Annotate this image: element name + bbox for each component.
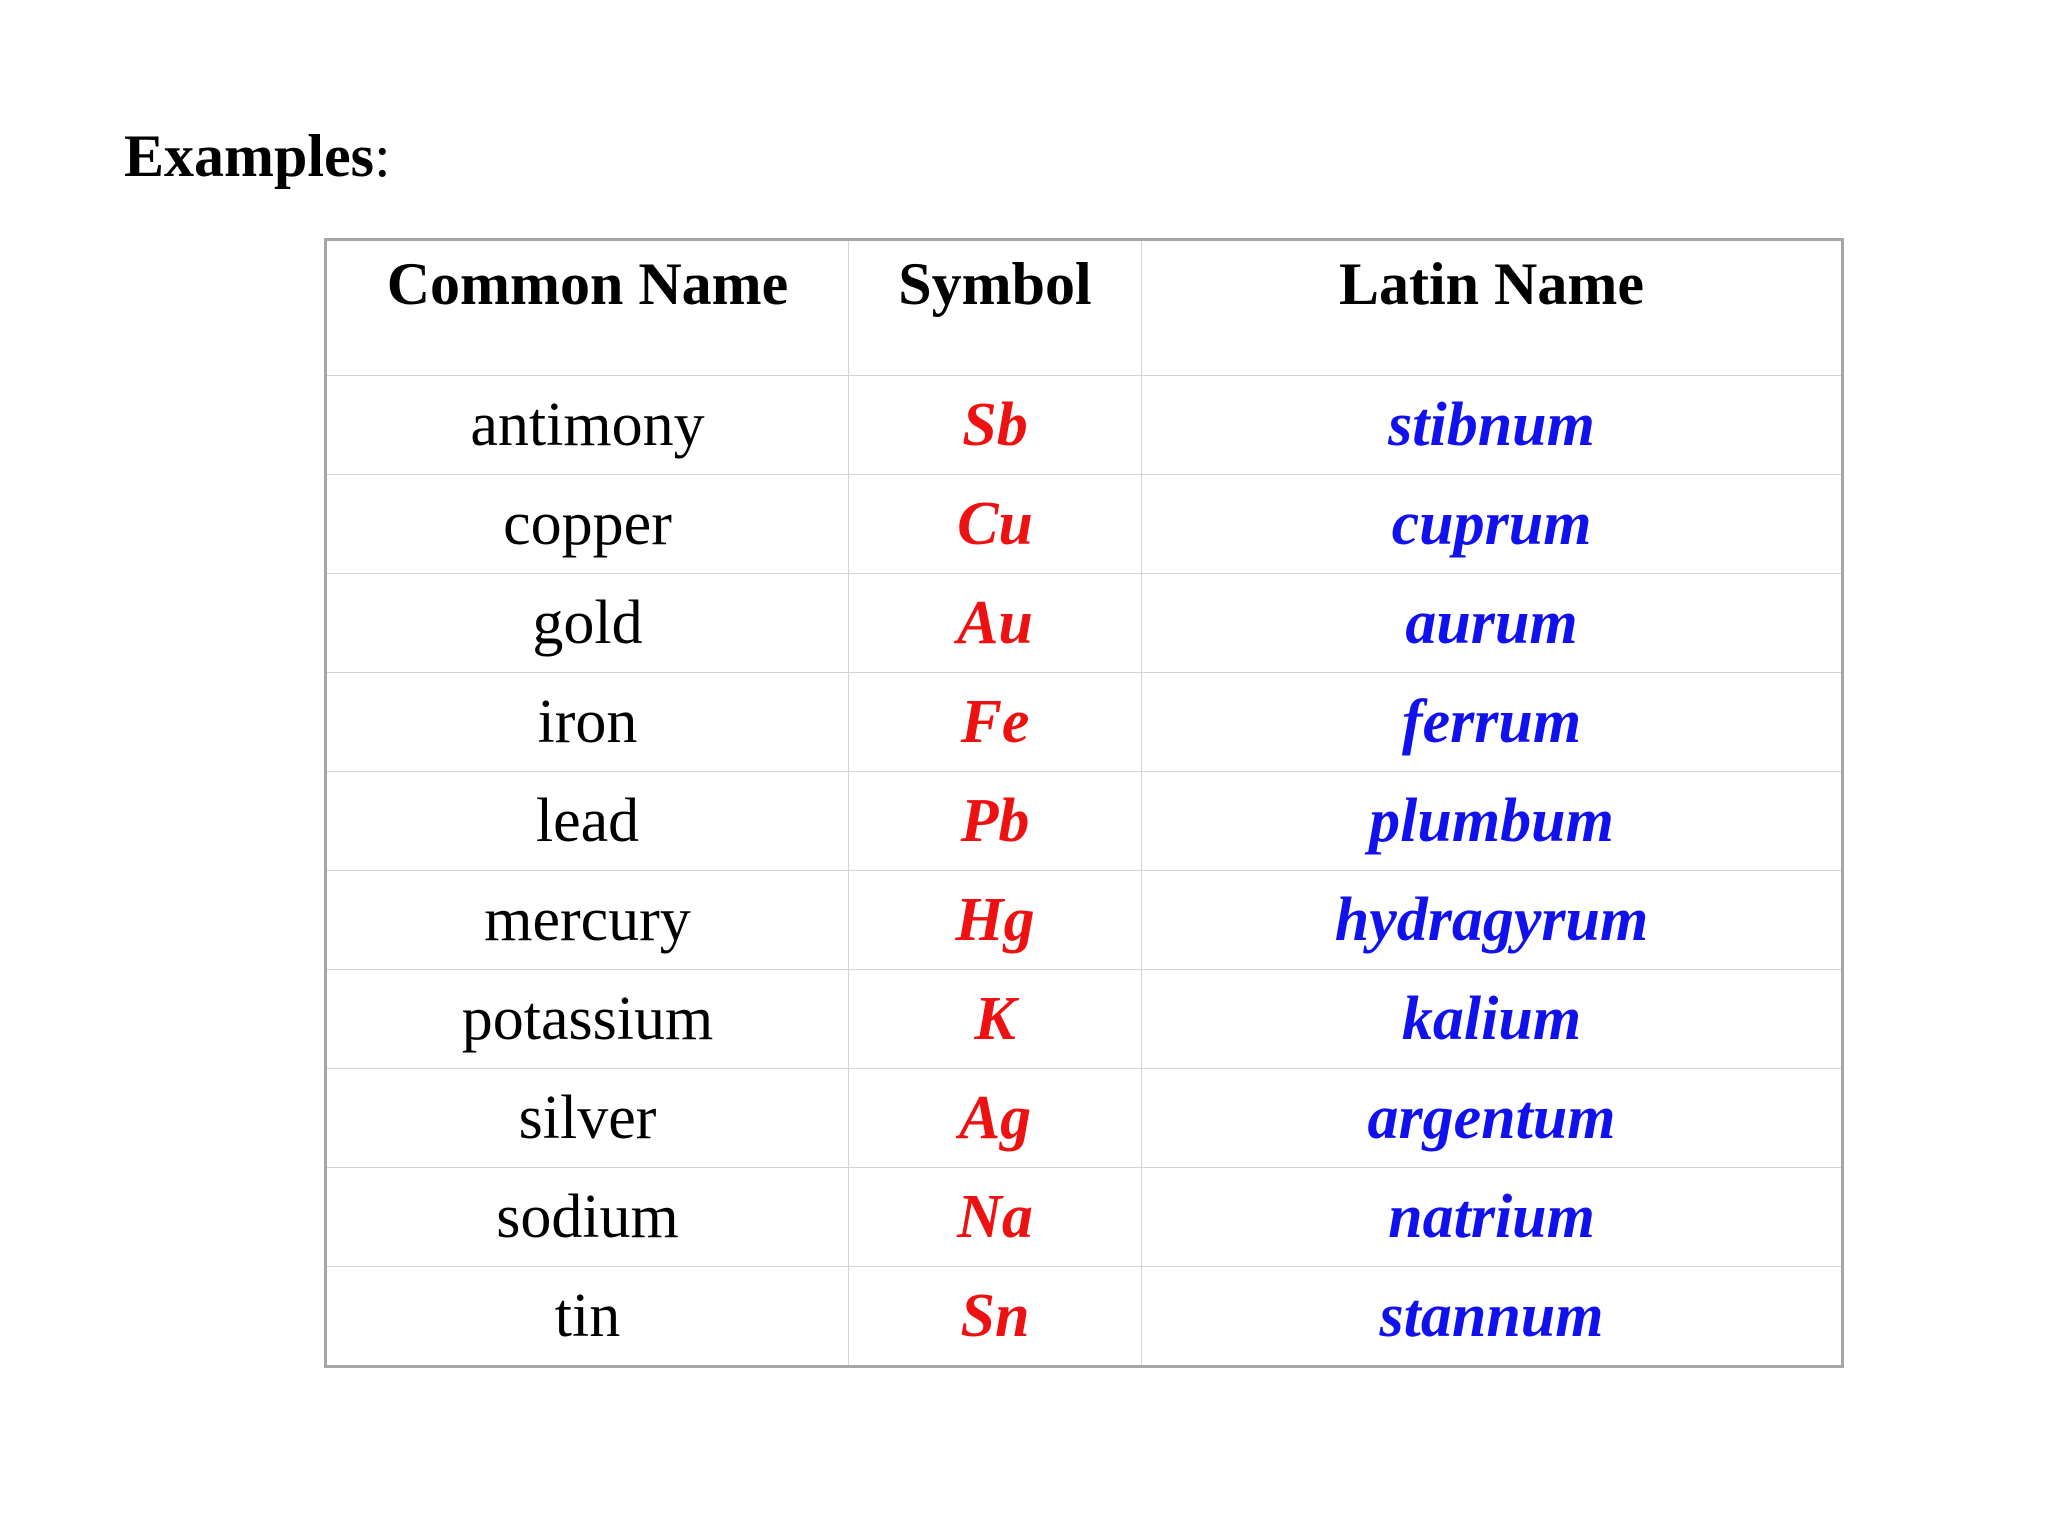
symbol-cell: Pb: [849, 772, 1142, 871]
elements-table: [324, 238, 1844, 1368]
table-row: [326, 970, 1843, 1069]
table-row: [326, 574, 1843, 673]
examples-heading: [124, 118, 391, 194]
symbol-cell: K: [849, 970, 1142, 1069]
symbol-cell: Na: [849, 1168, 1142, 1267]
header-symbol: Symbol: [849, 240, 1142, 376]
latin-name-cell: stannum: [1142, 1267, 1843, 1367]
latin-name-cell: stibnum: [1142, 376, 1843, 475]
latin-name-cell: hydragyrum: [1142, 871, 1843, 970]
latin-name-cell: plumbum: [1142, 772, 1843, 871]
table-body: [326, 376, 1843, 1367]
table-row: [326, 1168, 1843, 1267]
symbol-cell: Fe: [849, 673, 1142, 772]
examples-heading-colon: :: [374, 123, 391, 189]
latin-name-cell: cuprum: [1142, 475, 1843, 574]
symbol-cell: Au: [849, 574, 1142, 673]
latin-name-cell: kalium: [1142, 970, 1843, 1069]
common-name-cell: tin: [326, 1267, 849, 1367]
symbol-cell: Hg: [849, 871, 1142, 970]
table-row: [326, 1267, 1843, 1367]
table-row: [326, 376, 1843, 475]
latin-name-cell: argentum: [1142, 1069, 1843, 1168]
latin-name-cell: natrium: [1142, 1168, 1843, 1267]
common-name-cell: potassium: [326, 970, 849, 1069]
common-name-cell: iron: [326, 673, 849, 772]
table-row: [326, 475, 1843, 574]
latin-name-cell: ferrum: [1142, 673, 1843, 772]
common-name-cell: gold: [326, 574, 849, 673]
examples-heading-word: Examples: [124, 123, 375, 189]
symbol-cell: Sb: [849, 376, 1142, 475]
common-name-cell: antimony: [326, 376, 849, 475]
table-row: [326, 1069, 1843, 1168]
symbol-cell: Cu: [849, 475, 1142, 574]
common-name-cell: copper: [326, 475, 849, 574]
header-common-name: Common Name: [326, 240, 849, 376]
symbol-cell: Ag: [849, 1069, 1142, 1168]
table-header-row: [326, 240, 1843, 376]
common-name-cell: sodium: [326, 1168, 849, 1267]
table-header: [326, 240, 1843, 376]
common-name-cell: lead: [326, 772, 849, 871]
common-name-cell: mercury: [326, 871, 849, 970]
table-row: [326, 673, 1843, 772]
common-name-cell: silver: [326, 1069, 849, 1168]
table-row: [326, 772, 1843, 871]
symbol-cell: Sn: [849, 1267, 1142, 1367]
header-latin-name: Latin Name: [1142, 240, 1843, 376]
table-row: [326, 871, 1843, 970]
latin-name-cell: aurum: [1142, 574, 1843, 673]
